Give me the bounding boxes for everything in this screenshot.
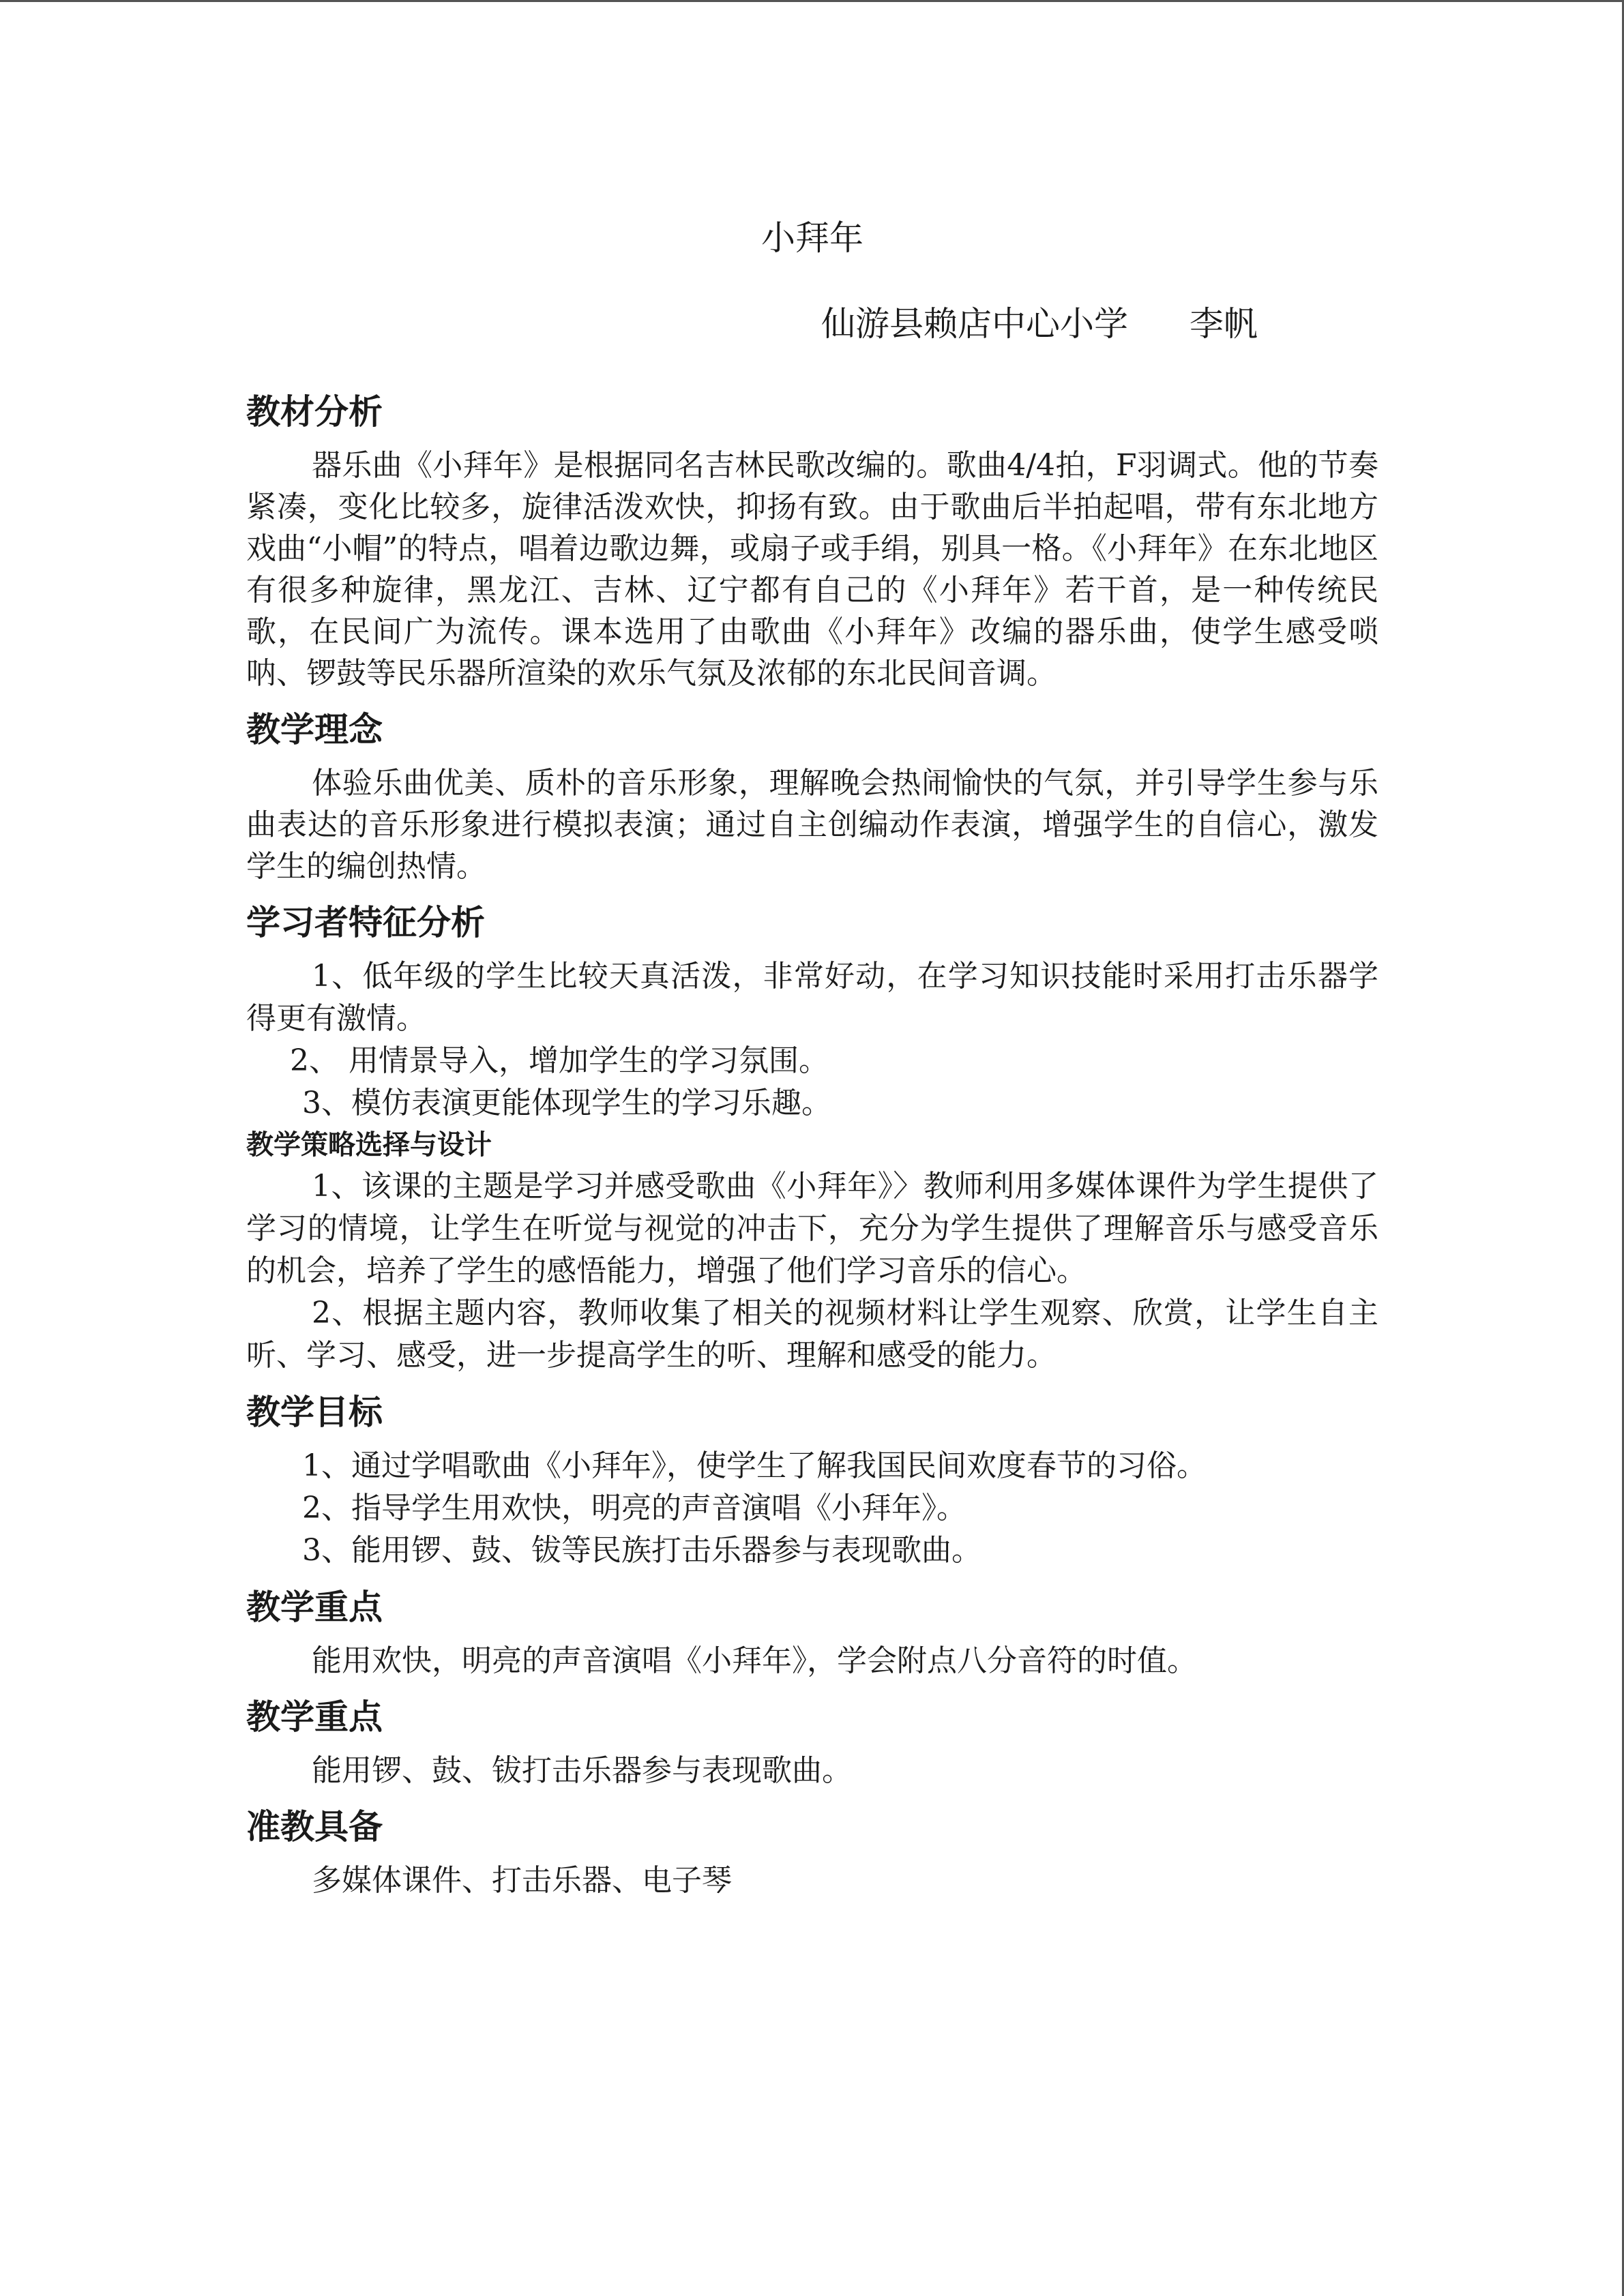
section-text-concept: 体验乐曲优美、质朴的音乐形象，理解晚会热闹愉快的气氛，并引导学生参与乐曲表达的音乐形象进行模拟表演；通过自主创编动作表演，增强学生的自信心，激发学生的编创热情。 — [246, 766, 1378, 884]
list-item-learner-3: 3、模仿表演更能体现学生的学习乐趣。 — [302, 1086, 831, 1120]
section-text-prep: 多媒体课件、打击乐器、电子琴 — [312, 1863, 732, 1898]
list-item-goal-3: 3、能用锣、鼓、钹等民族打击乐器参与表现歌曲。 — [302, 1533, 981, 1568]
section-heading-prep: 准教具备 — [246, 1807, 383, 1847]
document-content — [246, 379, 1378, 1901]
page-top-border — [0, 0, 1624, 2]
section-text-focus-1: 能用欢快，明亮的声音演唱《小拜年》，学会附点八分音符的时值。 — [312, 1643, 1197, 1678]
section-heading-goals: 教学目标 — [246, 1392, 383, 1432]
section-text-focus-2: 能用锣、鼓、钹打击乐器参与表现歌曲。 — [312, 1753, 852, 1788]
list-item-goal-2: 2、指导学生用欢快，明亮的声音演唱《小拜年》。 — [302, 1491, 966, 1525]
byline-author: 李帆 — [1190, 304, 1258, 344]
list-item-strategy-1: 1、该课的主题是学习并感受歌曲《小拜年》〉教师利用多媒体课件为学生提供了学习的情境，让学生在听觉与视觉的冲击下，充分为学生提供了理解音乐与感受音乐的机会，培养了学生的感悟能力，增强了他们学习音乐的信心。 — [246, 1169, 1378, 1288]
list-item-learner-1: 1、低年级的学生比较天真活泼，非常好动，在学习知识技能时采用打击乐器学得更有激情。 — [246, 959, 1378, 1036]
section-heading-focus-1: 教学重点 — [246, 1587, 383, 1627]
document-title: 小拜年 — [761, 218, 863, 258]
section-text-material: 器乐曲《小拜年》是根据同名吉林民歌改编的。歌曲4/4拍，F羽调式。他的节奏紧凑，变化比较多，旋律活泼欢快，抑扬有致。由于歌曲后半拍起唱，带有东北地方戏曲“小帽”的特点，唱着边歌边舞，或扇子或手绢，别具一格。《小拜年》在东北地区有很多种旋律，黑龙江、吉林、辽宁都有自己的《小拜年》若干首，是一种传统民歌，在民间广为流传。课本选用了由歌曲《小拜年》改编的器乐曲，使学生感受唢呐、锣鼓等民乐器所渲染的欢乐气氛及浓郁的东北民间音调。 — [246, 448, 1378, 691]
byline-school: 仙游县赖店中心小学 — [821, 304, 1128, 344]
list-item-goal-1: 1、通过学唱歌曲《小拜年》，使学生了解我国民间欢度春节的习俗。 — [302, 1448, 1207, 1483]
section-heading-material: 教材分析 — [246, 392, 383, 432]
section-heading-strategy: 教学策略选择与设计 — [246, 1129, 492, 1161]
section-heading-concept: 教学理念 — [246, 710, 383, 749]
document-byline — [821, 299, 1258, 349]
section-heading-focus-2: 教学重点 — [246, 1697, 383, 1737]
section-heading-learners: 学习者特征分析 — [246, 903, 485, 942]
list-item-learner-2: 2、 用情景导入，增加学生的学习氛围。 — [290, 1043, 829, 1078]
list-item-strategy-2: 2、根据主题内容，教师收集了相关的视频材料让学生观察、欣赏，让学生自主听、学习、感受，进一步提高学生的听、理解和感受的能力。 — [246, 1296, 1378, 1373]
